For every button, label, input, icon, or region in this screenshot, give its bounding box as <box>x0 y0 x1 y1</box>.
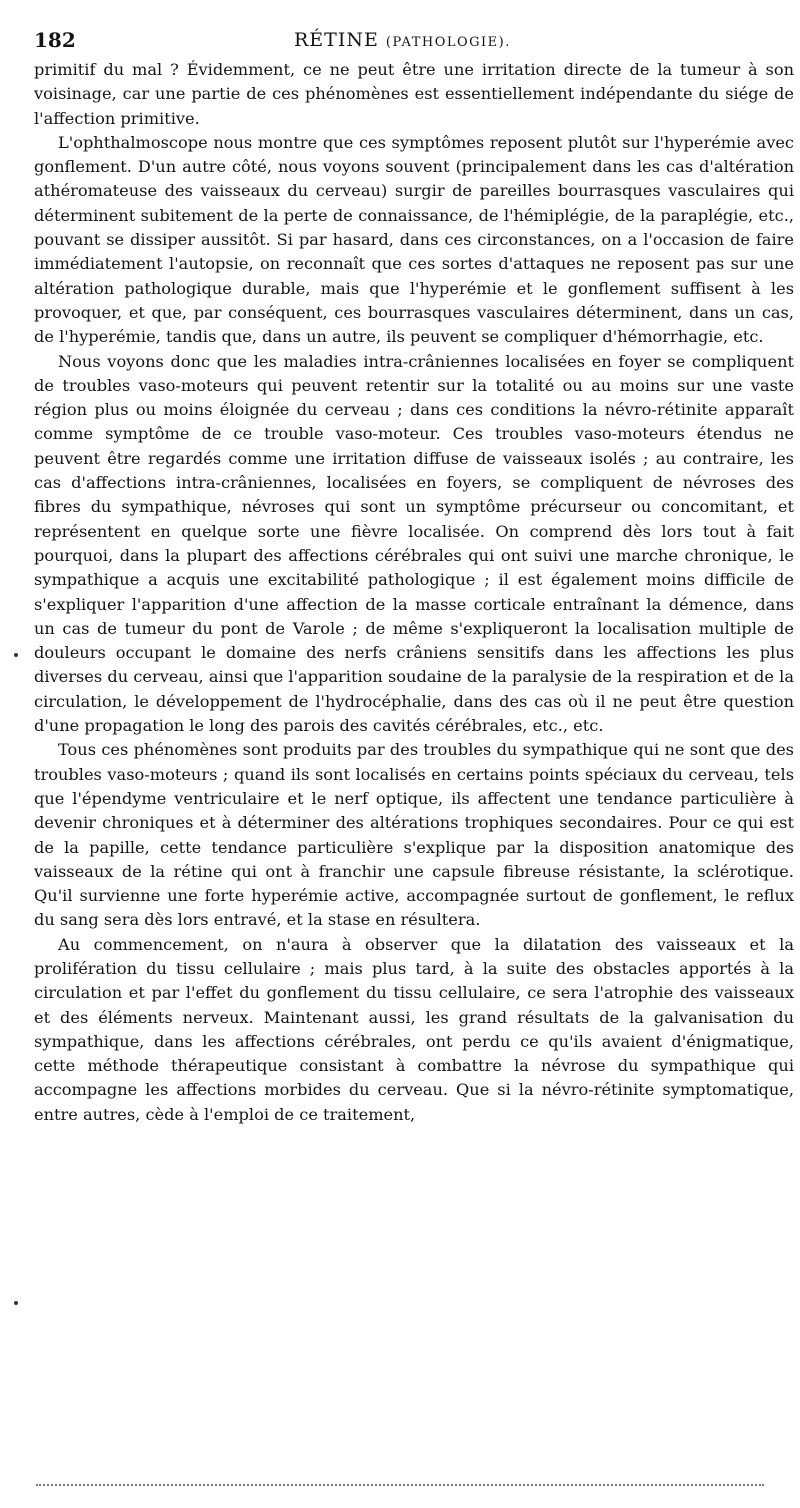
running-title-sub: (PATHOLOGIE). <box>385 35 511 50</box>
footer-dotted-rule <box>36 1484 764 1486</box>
running-head <box>34 22 794 58</box>
running-title <box>294 22 511 61</box>
paragraph: Tous ces phénomènes sont produits par des troubles du sympathique qui ne sont que des troubles vaso-moteurs ; quand ils sont localisés en certains points spéciaux du cerveau, tels que l'épendyme ventriculaire et le nerf optique, ils affectent une tendance particulière à devenir chroniques et à déterminer des altérations trophiques secondaires. Pour ce qui est de la papille, cette tendance particulière s'explique par la disposition anatomique des vaisseaux de la rétine qui ont à franchir une capsule fibreuse résistante, la sclérotique. Qu'il survienne une forte hyperémie active, accompagnée surtout de gonflement, le reflux du sang sera dès lors entravé, et la stase en résultera. <box>34 740 794 930</box>
book-page <box>34 22 794 1127</box>
paragraph: Au commencement, on n'aura à observer que la dilatation des vaisseaux et la prolifération du tissu cellulaire ; mais plus tard, à la suite des obstacles apportés à la circulation et par l'effet du gonflement du tissu cellulaire, ce sera l'atrophie des vaisseaux et des éléments nerveux. Maintenant aussi, les grand résultats de la galvanisation du sympathique, dans les affections cérébrales, ont perdu ce qu'ils avaient d'énigmatique, cette méthode thérapeutique consistant à combattre la névrose du sympathique qui accompagne les affections morbides du cerveau. Que si la névro-rétinite symptomatique, entre autres, cède à l'emploi de ce traitement, <box>34 934 794 1124</box>
margin-dot <box>14 1301 18 1305</box>
running-title-main: RÉTINE <box>294 29 379 51</box>
margin-dot <box>14 653 18 657</box>
paragraph: Nous voyons donc que les maladies intra-crâniennes localisées en foyer se compliquent de troubles vaso-moteurs qui peuvent retentir sur la totalité ou au moins sur une vaste région plus ou moins éloignée du cerveau ; dans ces conditions la névro-rétinite apparaît comme symptôme de ce trouble vaso-moteur. Ces troubles vaso-moteurs étendus ne peuvent être regardés comme une irritation diffuse de vaisseaux isolés ; au contraire, les cas d'affections intra-crâniennes, localisées en foyers, se compliquent de névroses des fibres du sympathique, névroses qui sont un symptôme précurseur ou concomitant, et représentent en quelque sorte une fièvre localisée. On comprend dès lors tout à fait pourquoi, dans la plupart des affections cérébrales qui ont suivi une marche chronique, le sympathique a acquis une excitabilité pathologique ; il est également moins difficile de s'expliquer l'apparition d'une affection de la masse corticale entraînant la démence, dans un cas de tumeur du pont de Varole ; de même s'expliqueront la localisation multiple de douleurs occupant le domaine des nerfs crâniens sensitifs dans les affections les plus diverses du cerveau, ainsi que l'apparition soudaine de la paralysie de la respiration et de la circulation, le développement de l'hydrocéphalie, dans des cas où il ne peut être question d'une propagation le long des parois des cavités cérébrales, etc., etc. <box>34 351 794 736</box>
paragraph: L'ophthalmoscope nous montre que ces symptômes reposent plutôt sur l'hyperémie avec gonflement. D'un autre côté, nous voyons souvent (principalement dans les cas d'altération athéromateuse des vaisseaux du cerveau) surgir de pareilles bourrasques vasculaires qui déterminent subitement de la perte de connaissance, de l'hémiplégie, de la paraplégie, etc., pouvant se dissiper aussitôt. Si par hasard, dans ces circonstances, on a l'occasion de faire immédiatement l'autopsie, on reconnaît que ces sortes d'attaques ne reposent pas sur une altération pathologique durable, mais que l'hyperémie et le gonflement suffisent à les provoquer, et que, par conséquent, ces bourrasques vasculaires déterminent, dans un cas, de l'hyperémie, tandis que, dans un autre, ils peuvent se compliquer d'hémorrhagie, etc. <box>34 132 794 347</box>
body-text <box>34 58 794 1127</box>
paragraph: primitif du mal ? Évidemment, ce ne peut être une irritation directe de la tumeur à son voisinage, car une partie de ces phénomènes est essentiellement indépendante du siége de l'affection primitive. <box>34 60 794 128</box>
page-number: 182 <box>34 28 76 52</box>
